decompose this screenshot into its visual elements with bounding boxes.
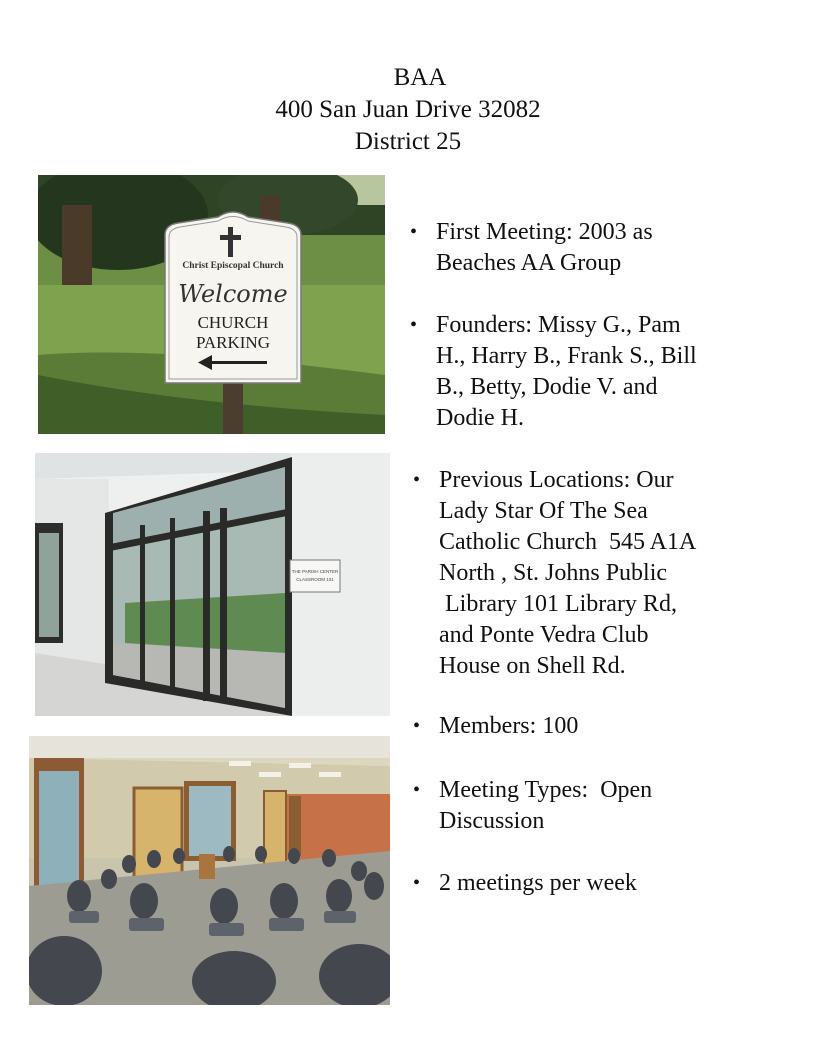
bullet-previous-locations — [413, 465, 793, 682]
group-district: District 25 — [354, 128, 462, 155]
group-address: 400 San Juan Drive 32082 — [275, 96, 541, 123]
bullet-text: Meeting Types: Open Discussion — [439, 777, 653, 834]
group-name: BAA — [393, 64, 447, 91]
bullet-text: First Meeting: 2003 as Beaches AA Group — [436, 219, 653, 276]
bullet-dot: • — [410, 221, 418, 243]
bullet-dot: • — [413, 779, 421, 801]
welcome-sign-photo — [38, 175, 385, 434]
bullet-text: Members: 100 — [439, 713, 579, 739]
sign-church-name: Christ Episcopal Church — [182, 261, 284, 271]
parish-doors-photo — [35, 453, 390, 716]
bullet-meetings-per-week — [413, 868, 793, 899]
bullet-dot: • — [413, 715, 421, 737]
sign-line-church: CHURCH — [197, 313, 269, 332]
bullet-members — [413, 711, 793, 742]
plaque-line-1: THE PARISH CENTER — [291, 569, 339, 574]
meeting-room-photo — [29, 736, 390, 1005]
bullet-meeting-types — [413, 775, 793, 837]
sign-welcome: Welcome — [178, 280, 288, 308]
bullet-dot: • — [413, 469, 421, 491]
page-header — [0, 62, 816, 158]
sign-line-parking: PARKING — [195, 333, 271, 352]
plaque-line-2: CLASSROOM 101 — [296, 577, 334, 582]
bullet-dot: • — [413, 872, 421, 894]
bullet-text: Previous Locations: Our Lady Star Of The Sea Catholic Church 545 A1A North , St. Johns Public Library 101 Library Rd, and Ponte Vedra Club House on Shell Rd. — [439, 467, 697, 679]
bullet-founders — [410, 310, 790, 434]
bullet-text: Founders: Missy G., Pam H., Harry B., Frank S., Bill B., Betty, Dodie V. and Dodie H. — [436, 312, 697, 431]
bullet-first-meeting — [410, 217, 790, 279]
bullet-text: 2 meetings per week — [439, 870, 637, 896]
bullet-dot: • — [410, 314, 418, 336]
